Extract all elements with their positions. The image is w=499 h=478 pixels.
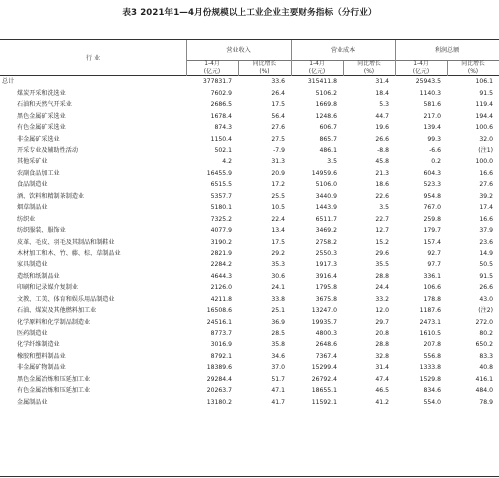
- revenue-growth: 17.5: [271, 101, 285, 109]
- cost-growth: 20.8: [375, 330, 389, 338]
- revenue-growth: 37.0: [271, 364, 285, 372]
- cost-growth: 32.8: [375, 352, 389, 360]
- cost-growth: 5.3: [379, 101, 389, 109]
- table-row: [0, 305, 499, 316]
- profit-value: 97.7: [427, 261, 441, 269]
- industry-name: 非金属矿采选业: [17, 135, 60, 143]
- revenue-growth: 35.8: [271, 341, 285, 349]
- industry-name: 酒、饮料和精制茶制造业: [17, 192, 85, 200]
- profit-growth: (注1): [478, 147, 493, 155]
- cost-growth: 12.0: [375, 307, 389, 315]
- profit-value: 207.8: [423, 341, 441, 349]
- industry-name: 黑色金属冶炼和压延加工业: [17, 375, 91, 383]
- cost-growth: 35.5: [375, 261, 389, 269]
- cost-growth: 47.4: [375, 375, 389, 383]
- revenue-growth: 56.4: [271, 112, 285, 120]
- header-growth: 同比增长 (%): [252, 61, 277, 75]
- header-profit: 利润总额: [434, 47, 460, 54]
- cost-value: 2758.2: [315, 238, 337, 246]
- revenue-growth: 41.7: [271, 398, 285, 406]
- profit-value: 157.4: [423, 238, 441, 246]
- cost-value: 1917.3: [315, 261, 337, 269]
- revenue-value: 5357.7: [210, 192, 232, 200]
- revenue-value: 8773.7: [210, 330, 232, 338]
- revenue-value: 4211.8: [210, 295, 232, 303]
- revenue-growth: 20.9: [271, 169, 285, 177]
- industry-name: 化学原料和化学制品制造业: [17, 318, 91, 326]
- cost-growth: 29.6: [375, 249, 389, 257]
- profit-growth: 83.3: [479, 352, 493, 360]
- revenue-growth: 31.3: [271, 158, 285, 166]
- cost-growth: 18.4: [375, 89, 389, 97]
- revenue-growth: 36.9: [271, 318, 285, 326]
- profit-value: -6.6: [429, 147, 441, 155]
- profit-growth: 272.0: [475, 318, 493, 326]
- revenue-value: 16508.6: [206, 307, 232, 315]
- revenue-value: 3190.2: [210, 238, 232, 246]
- table-title: 表3 2021年1—4月份规模以上工业企业主要财务指标（分行业）: [122, 8, 377, 18]
- profit-growth: 43.0: [479, 295, 493, 303]
- profit-value: 554.0: [423, 398, 441, 406]
- profit-value: 217.0: [423, 112, 441, 120]
- profit-growth: 100.0: [475, 158, 493, 166]
- cost-growth: 26.6: [375, 135, 389, 143]
- cost-value: 3469.2: [315, 227, 337, 235]
- table-row: [0, 351, 499, 362]
- profit-value: 1610.5: [419, 330, 441, 338]
- profit-growth: 16.6: [479, 169, 493, 177]
- table-row: [0, 225, 499, 236]
- revenue-value: 377831.7: [202, 78, 232, 86]
- cost-value: 5106.2: [315, 89, 337, 97]
- profit-value: 1529.8: [419, 375, 441, 383]
- industry-name: 印刷和记录媒介复制业: [17, 284, 78, 292]
- profit-value: 336.1: [423, 272, 441, 280]
- revenue-value: 1150.4: [210, 135, 232, 143]
- cost-growth: -8.8: [377, 147, 389, 155]
- profit-growth: 32.0: [479, 135, 493, 143]
- table-row: [0, 122, 499, 133]
- industry-name: 开采专业及辅助性活动: [17, 147, 78, 155]
- cost-growth: 31.4: [375, 364, 389, 372]
- table-row: [0, 202, 499, 213]
- revenue-growth: -7.9: [273, 147, 285, 155]
- cost-value: 4800.3: [315, 330, 337, 338]
- cost-growth: 33.2: [375, 295, 389, 303]
- profit-growth: 40.8: [479, 364, 493, 372]
- industry-name: 有色金属矿采选业: [17, 124, 66, 132]
- header-cost: 营业成本: [330, 47, 356, 54]
- table-row: [0, 213, 499, 224]
- cost-value: 6511.7: [315, 215, 337, 223]
- table-row: [0, 294, 499, 305]
- revenue-value: 3016.9: [210, 341, 232, 349]
- header-period: 1-4月 (亿元): [203, 61, 221, 75]
- revenue-growth: 27.6: [271, 124, 285, 132]
- profit-value: 523.3: [423, 181, 441, 189]
- table-row: [0, 248, 499, 259]
- cost-value: 1795.8: [315, 284, 337, 292]
- header-growth: 同比增长 (%): [357, 61, 381, 75]
- profit-growth: 37.9: [479, 227, 493, 235]
- profit-growth: 17.4: [479, 204, 493, 212]
- cost-value: 3440.9: [315, 192, 337, 200]
- cost-growth: 28.8: [375, 341, 389, 349]
- table-bottom-rule: [0, 476, 499, 477]
- profit-value: 556.8: [423, 352, 441, 360]
- profit-value: 179.7: [423, 227, 441, 235]
- header-period: 1-4月 (亿元): [308, 61, 326, 75]
- revenue-value: 2686.5: [210, 101, 232, 109]
- revenue-growth: 28.5: [271, 330, 285, 338]
- revenue-value: 2284.2: [210, 261, 232, 269]
- table-row: [0, 168, 499, 179]
- table-row: [0, 316, 499, 327]
- profit-value: 604.3: [423, 169, 441, 177]
- industry-name: 石油和天然气开采业: [17, 101, 72, 109]
- industry-name: 非金属矿物制品业: [17, 364, 66, 372]
- industry-name: 有色金属冶炼和压延加工业: [17, 387, 91, 395]
- profit-growth: 39.2: [479, 192, 493, 200]
- cost-value: 7367.4: [315, 352, 337, 360]
- industry-name: 黑色金属矿采选业: [17, 112, 66, 120]
- revenue-value: 874.3: [214, 124, 232, 132]
- profit-growth: 91.5: [479, 89, 493, 97]
- cost-growth: 22.6: [375, 192, 389, 200]
- cost-growth: 29.7: [375, 318, 389, 326]
- industry-name: 石油、煤炭及其他燃料加工业: [17, 307, 97, 315]
- profit-growth: (注2): [478, 307, 493, 315]
- profit-value: 1187.6: [419, 307, 441, 315]
- industry-name: 纺织业: [17, 215, 36, 223]
- profit-growth: 484.0: [475, 387, 493, 395]
- cost-value: 5106.0: [315, 181, 337, 189]
- profit-value: 25943.5: [415, 78, 441, 86]
- cost-growth: 22.7: [375, 215, 389, 223]
- revenue-growth: 34.6: [271, 352, 285, 360]
- profit-value: 99.3: [427, 135, 441, 143]
- revenue-growth: 24.1: [271, 284, 285, 292]
- industry-name: 化学纤维制造业: [17, 341, 60, 349]
- cost-growth: 15.2: [375, 238, 389, 246]
- profit-value: 2473.1: [419, 318, 441, 326]
- table-row: [0, 191, 499, 202]
- industry-name: 食品制造业: [17, 181, 48, 189]
- cost-value: 19935.7: [311, 318, 337, 326]
- industry-name: 纺织服装、服饰业: [17, 227, 66, 235]
- profit-growth: 78.9: [479, 398, 493, 406]
- cost-growth: 21.3: [375, 169, 389, 177]
- profit-value: 834.6: [423, 387, 441, 395]
- profit-value: 178.8: [423, 295, 441, 303]
- cost-growth: 46.5: [375, 387, 389, 395]
- revenue-value: 5180.1: [210, 204, 232, 212]
- revenue-growth: 47.1: [271, 387, 285, 395]
- profit-value: 259.8: [423, 215, 441, 223]
- table-row: [0, 282, 499, 293]
- header-growth: 同比增长 (%): [461, 61, 485, 75]
- profit-value: 581.6: [423, 101, 441, 109]
- cost-value: 2550.3: [315, 249, 337, 257]
- cost-value: 3916.4: [315, 272, 337, 280]
- cost-value: 2648.6: [315, 341, 337, 349]
- revenue-growth: 25.5: [271, 192, 285, 200]
- industry-name: 其他采矿业: [17, 158, 48, 166]
- industry-name: 木材加工和木、竹、藤、棕、草制品业: [17, 249, 121, 257]
- profit-growth: 106.1: [475, 78, 493, 86]
- table-row: [0, 236, 499, 247]
- cost-value: 11592.1: [311, 398, 337, 406]
- table-row: [0, 385, 499, 396]
- profit-value: 954.8: [423, 192, 441, 200]
- profit-growth: 27.6: [479, 181, 493, 189]
- industry-name: 农副食品加工业: [17, 169, 60, 177]
- table-row: [0, 145, 499, 156]
- cost-value: 3675.8: [315, 295, 337, 303]
- revenue-growth: 10.5: [271, 204, 285, 212]
- industry-name: 文教、工美、体育和娱乐用品制造业: [17, 295, 115, 303]
- industry-name: 煤炭开采和洗选业: [17, 89, 66, 97]
- header-revenue: 营业收入: [226, 47, 251, 54]
- cost-growth: 45.8: [375, 158, 389, 166]
- profit-growth: 23.6: [479, 238, 493, 246]
- revenue-growth: 29.2: [271, 249, 285, 257]
- profit-growth: 194.4: [475, 112, 493, 120]
- cost-growth: 12.7: [375, 227, 389, 235]
- profit-growth: 50.5: [479, 261, 493, 269]
- profit-growth: 16.6: [479, 215, 493, 223]
- revenue-growth: 17.5: [271, 238, 285, 246]
- profit-growth: 91.5: [479, 272, 493, 280]
- revenue-value: 18389.6: [206, 364, 232, 372]
- industry-name: 医药制造业: [17, 330, 48, 338]
- profit-value: 767.0: [423, 204, 441, 212]
- revenue-value: 20263.7: [206, 387, 232, 395]
- industry-name: 家具制造业: [17, 261, 48, 269]
- revenue-growth: 33.8: [271, 295, 285, 303]
- cost-value: 1248.6: [315, 112, 337, 120]
- revenue-value: 4.2: [222, 158, 232, 166]
- table-row: [0, 259, 499, 270]
- industry-name: 橡胶和塑料制品业: [17, 352, 66, 360]
- revenue-growth: 17.2: [271, 181, 285, 189]
- revenue-value: 24516.1: [206, 318, 232, 326]
- profit-growth: 100.6: [475, 124, 493, 132]
- revenue-value: 502.1: [214, 147, 232, 155]
- table-row: [0, 156, 499, 167]
- profit-value: 139.4: [423, 124, 441, 132]
- revenue-growth: 33.6: [271, 78, 285, 86]
- revenue-growth: 27.5: [271, 135, 285, 143]
- table-row: [0, 99, 499, 110]
- table-row: [0, 362, 499, 373]
- table-row: [0, 374, 499, 385]
- table-row: [0, 271, 499, 282]
- cost-value: 1443.9: [315, 204, 337, 212]
- cost-growth: 18.6: [375, 181, 389, 189]
- revenue-growth: 22.4: [271, 215, 285, 223]
- revenue-growth: 26.4: [271, 89, 285, 97]
- industry-name: 总计: [2, 78, 15, 86]
- cost-value: 315411.8: [307, 78, 337, 86]
- revenue-value: 29284.4: [206, 375, 232, 383]
- table-row: [0, 396, 499, 407]
- header-period: 1-4月 (亿元): [412, 61, 430, 75]
- profit-value: 92.7: [427, 249, 441, 257]
- revenue-value: 16455.9: [206, 169, 232, 177]
- cost-growth: 24.4: [375, 284, 389, 292]
- table-row: [0, 179, 499, 190]
- cost-growth: 31.4: [375, 78, 389, 86]
- revenue-value: 7325.2: [210, 215, 232, 223]
- cost-value: 486.1: [319, 147, 337, 155]
- cost-value: 606.7: [319, 124, 337, 132]
- cost-value: 1669.8: [315, 101, 337, 109]
- table-row: [0, 328, 499, 339]
- cost-value: 14959.6: [311, 169, 337, 177]
- profit-growth: 14.9: [479, 249, 493, 257]
- cost-growth: 28.8: [375, 272, 389, 280]
- revenue-value: 6515.5: [210, 181, 232, 189]
- cost-growth: 41.2: [375, 398, 389, 406]
- revenue-growth: 35.3: [271, 261, 285, 269]
- profit-value: 106.6: [423, 284, 441, 292]
- revenue-value: 8792.1: [210, 352, 232, 360]
- profit-growth: 416.1: [475, 375, 493, 383]
- profit-growth: 80.2: [479, 330, 493, 338]
- industry-name: 烟草制品业: [17, 204, 48, 212]
- table-row: [0, 339, 499, 350]
- table-row: [0, 133, 499, 144]
- cost-value: 13247.0: [311, 307, 337, 315]
- table-row: [0, 88, 499, 99]
- revenue-growth: 51.7: [271, 375, 285, 383]
- revenue-value: 1678.4: [210, 112, 232, 120]
- cost-growth: 3.5: [379, 204, 389, 212]
- revenue-value: 4077.9: [210, 227, 232, 235]
- revenue-growth: 30.6: [271, 272, 285, 280]
- cost-value: 3.5: [327, 158, 337, 166]
- revenue-value: 2821.9: [210, 249, 232, 257]
- profit-growth: 119.4: [475, 101, 493, 109]
- industry-name: 金属制品业: [17, 398, 48, 406]
- cost-value: 18655.1: [311, 387, 337, 395]
- profit-value: 0.2: [431, 158, 441, 166]
- cost-value: 865.7: [319, 135, 337, 143]
- profit-growth: 650.2: [475, 341, 493, 349]
- profit-value: 1140.3: [419, 89, 441, 97]
- cost-value: 26792.4: [311, 375, 337, 383]
- revenue-growth: 25.1: [271, 307, 285, 315]
- financial-indicators-table: [0, 40, 499, 408]
- industry-name: 皮革、毛皮、羽毛及其制品和制鞋业: [17, 238, 115, 246]
- total-row: [0, 76, 499, 87]
- table-body: [0, 76, 499, 408]
- header-industry: 行 业: [85, 54, 101, 62]
- revenue-value: 4644.3: [210, 272, 232, 280]
- revenue-value: 13180.2: [206, 398, 232, 406]
- cost-growth: 19.6: [375, 124, 389, 132]
- profit-value: 1333.8: [419, 364, 441, 372]
- cost-growth: 44.7: [375, 112, 389, 120]
- revenue-value: 7602.9: [210, 89, 232, 97]
- profit-growth: 26.6: [479, 284, 493, 292]
- cost-value: 15299.4: [311, 364, 337, 372]
- industry-name: 造纸和纸制品业: [17, 272, 60, 280]
- revenue-value: 2126.0: [210, 284, 232, 292]
- revenue-growth: 13.4: [271, 227, 285, 235]
- table-row: [0, 111, 499, 122]
